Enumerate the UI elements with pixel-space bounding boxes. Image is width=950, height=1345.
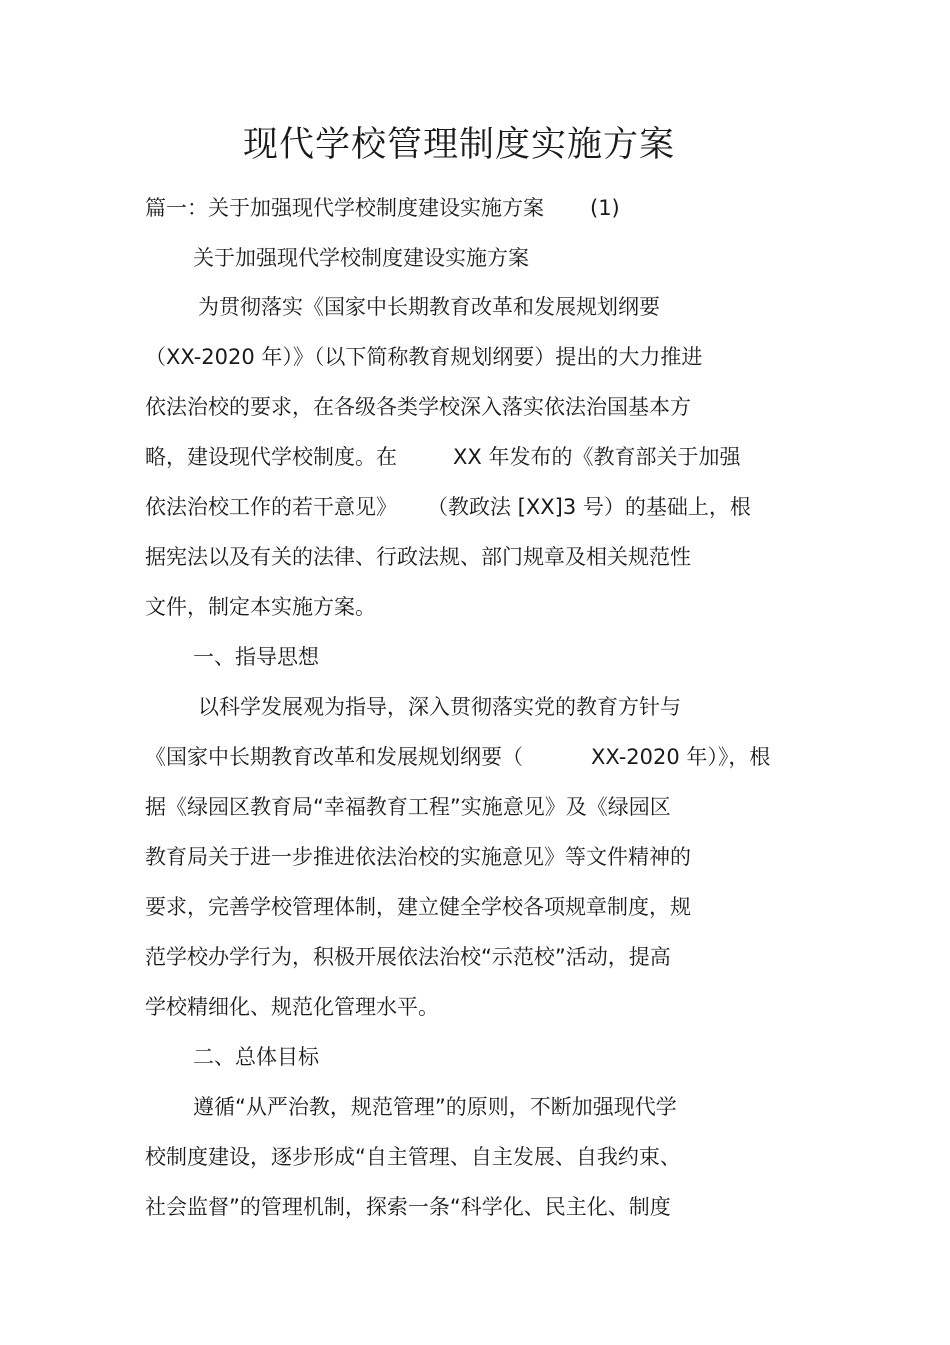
paragraph-segment: 依法治校工作的若干意见》 <box>145 495 397 519</box>
paragraph-line: 要求，完善学校管理体制，建立健全学校各项规章制度，规 <box>145 895 691 919</box>
paragraph-line: 范学校办学行为，积极开展依法治校“示范校”活动，提高 <box>145 945 671 969</box>
paragraph-line: 依法治校的要求，在各级各类学校深入落实依法治国基本方 <box>145 395 691 419</box>
chapter-heading-number: (1) <box>590 196 620 220</box>
paragraph-segment: 《国家中长期教育改革和发展规划纲要（ <box>145 745 523 769</box>
paragraph-line: 以科学发展观为指导，深入贯彻落实党的教育方针与 <box>198 695 681 719</box>
section-heading: 二、总体目标 <box>193 1045 319 1069</box>
paragraph-line: （XX-2020 年）》（以下简称教育规划纲要）提出的大力推进 <box>145 345 703 369</box>
paragraph-line <box>145 742 770 772</box>
paragraph-segment: 略，建设现代学校制度。在 <box>145 445 397 469</box>
paragraph-line: 校制度建设，逐步形成“自主管理、自主发展、自我约束、 <box>145 1145 681 1169</box>
paragraph-segment: XX 年发布的《教育部关于加强 <box>453 445 741 469</box>
paragraph-line <box>145 442 740 472</box>
paragraph-line: 遵循“从严治教，规范管理”的原则，不断加强现代学 <box>193 1095 677 1119</box>
paragraph-line: 据宪法以及有关的法律、行政法规、部门规章及相关规范性 <box>145 545 691 569</box>
paragraph-line: 教育局关于进一步推进依法治校的实施意见》等文件精神的 <box>145 845 691 869</box>
paragraph-line: 据《绿园区教育局“幸福教育工程”实施意见》及《绿园区 <box>145 795 671 819</box>
subtitle: 关于加强现代学校制度建设实施方案 <box>193 246 529 270</box>
section-heading: 一、指导思想 <box>193 645 319 669</box>
paragraph-line: 社会监督”的管理机制，探索一条“科学化、民主化、制度 <box>145 1195 671 1219</box>
paragraph-line <box>145 492 751 522</box>
chapter-heading-text: 篇一：关于加强现代学校制度建设实施方案 <box>145 196 544 220</box>
paragraph-segment: （教政法 [XX]3 号）的基础上，根 <box>427 495 751 519</box>
document-title: 现代学校管理制度实施方案 <box>242 125 675 165</box>
paragraph-segment: XX-2020 年）》，根 <box>591 745 771 769</box>
chapter-heading <box>145 193 620 223</box>
paragraph-line: 为贯彻落实《国家中长期教育改革和发展规划纲要 <box>198 295 660 319</box>
paragraph-line: 学校精细化、规范化管理水平。 <box>145 995 439 1019</box>
paragraph-line: 文件，制定本实施方案。 <box>145 595 376 619</box>
